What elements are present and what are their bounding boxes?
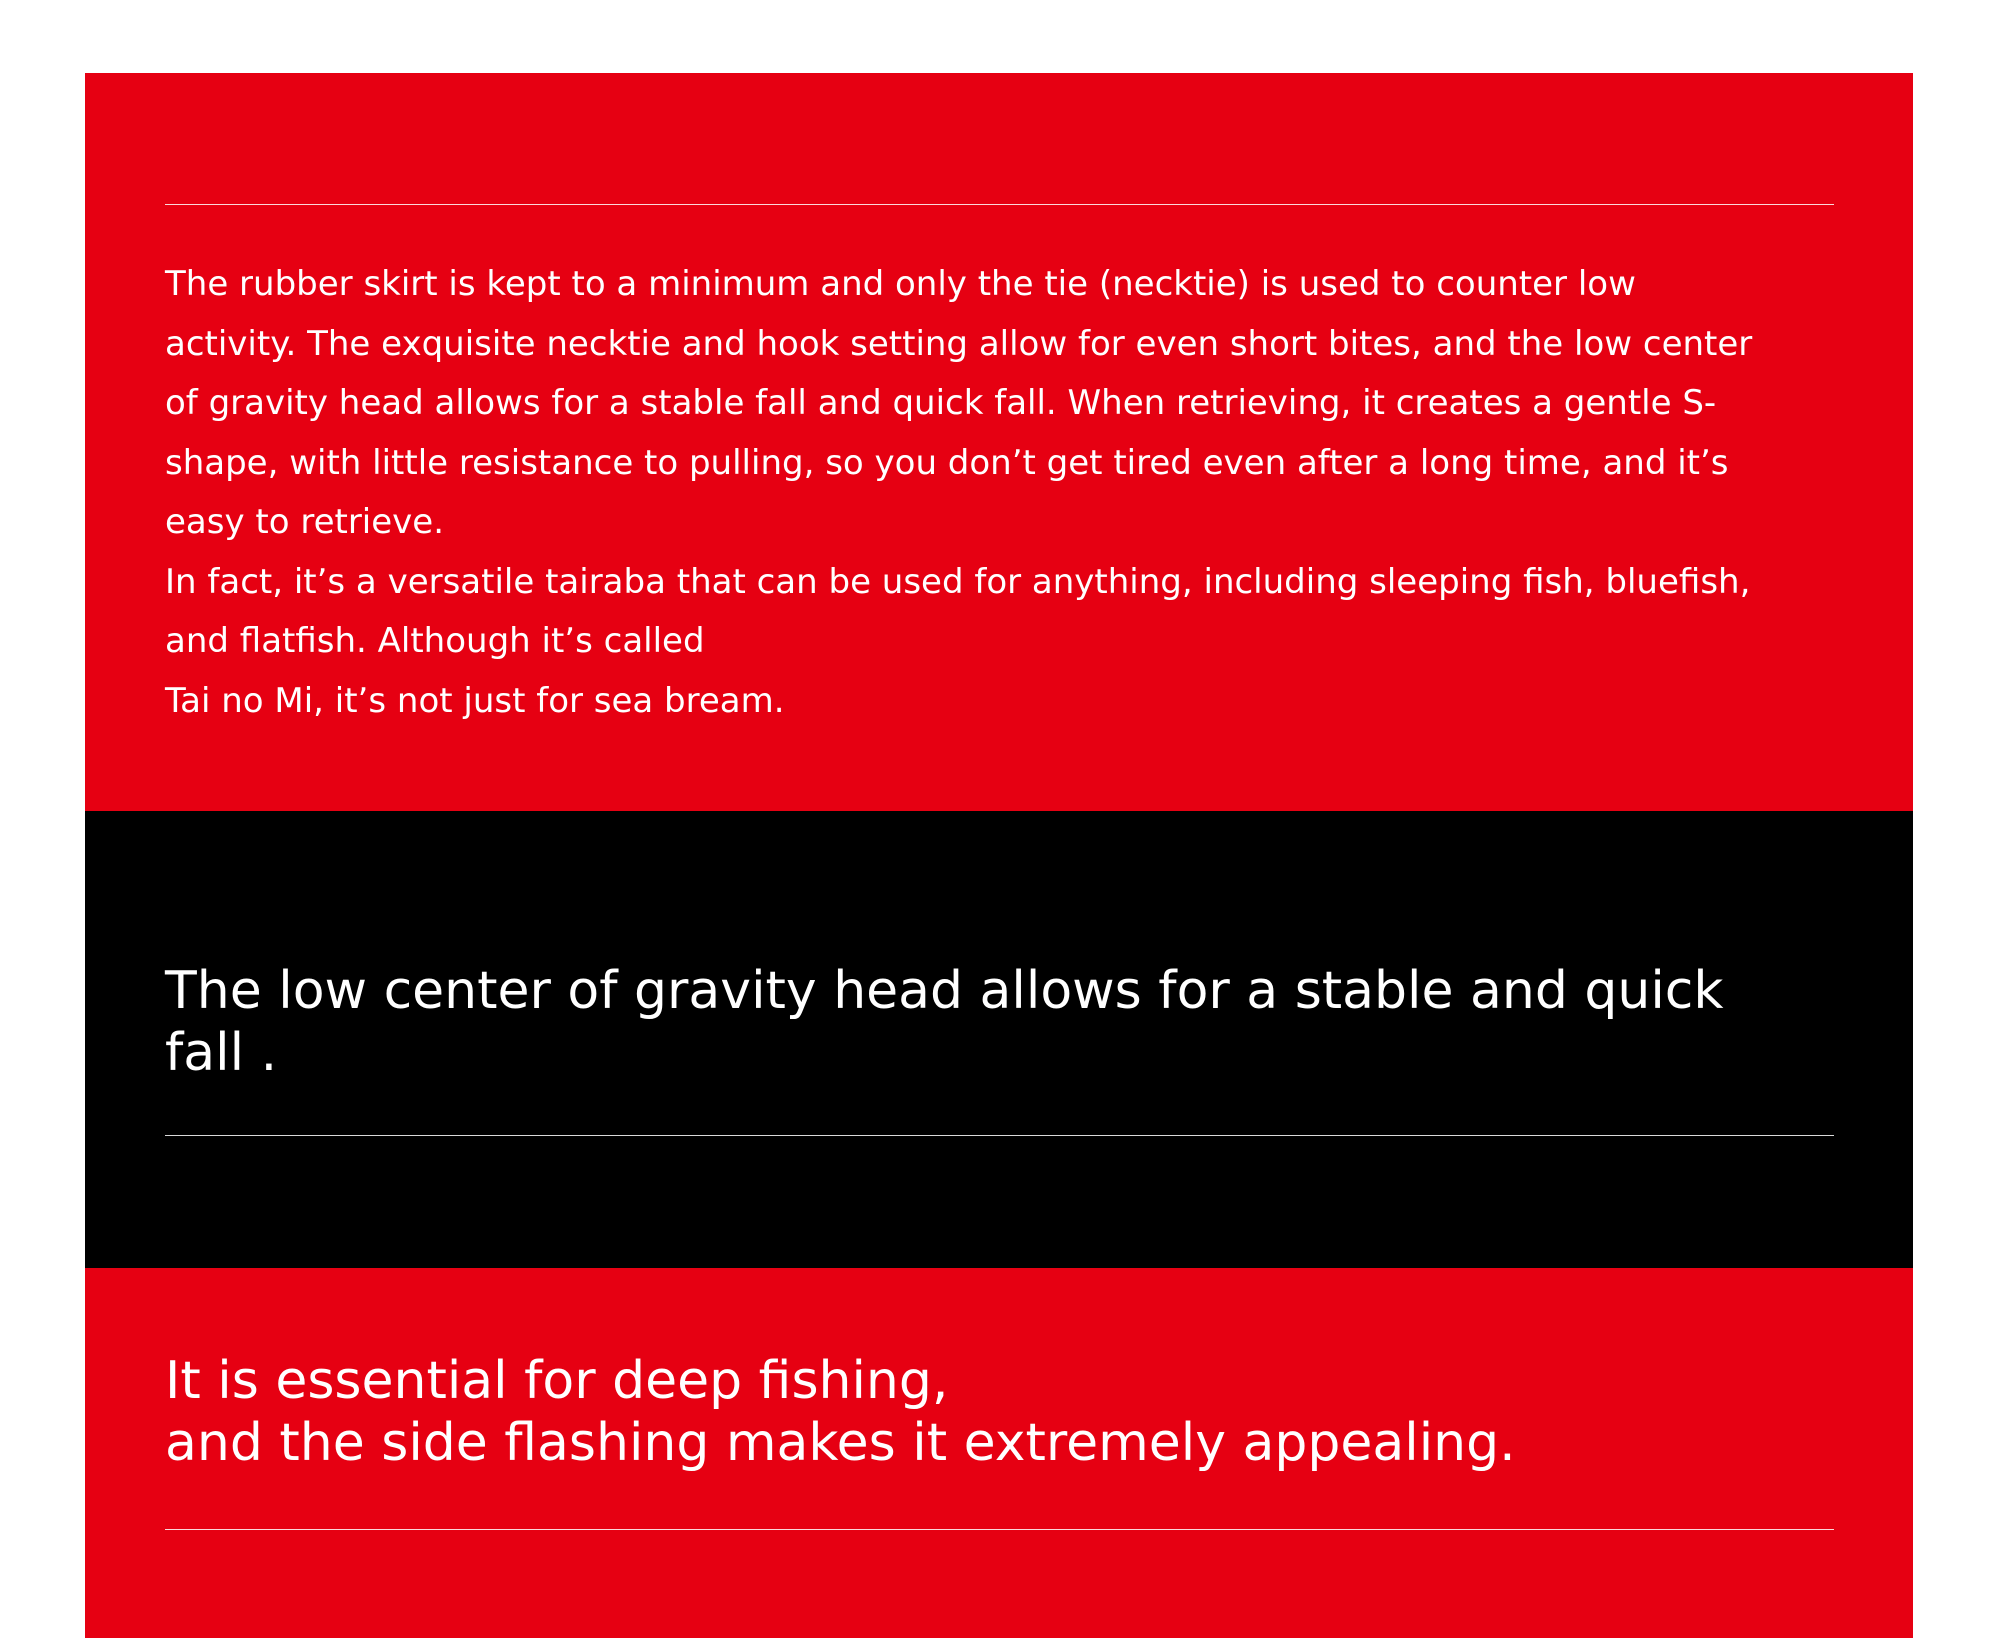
deep-fishing-panel [85,1268,1913,1638]
intro-body-text [165,255,1865,731]
intro-paragraph-2: In fact, it’s a versatile tairaba that can be used for anything, including sleeping fish, bluefish, and flatfish. Although it’s called [165,561,1751,661]
intro-paragraph-1: The rubber skirt is kept to a minimum and only the tie (necktie) is used to counter low activity. The exquisite necktie and hook setting allow for even short bites, and the low center of gravity head allows for a stable fall and quick fall. When retrieving, it creates a gentle S- shape, with little resistance to pulling, so you don’t get tired even after a long time, and it’s easy to retrieve. [165,264,1753,542]
fall-feature-divider [165,1135,1834,1136]
top-divider [165,204,1834,205]
fall-feature-panel [85,811,1913,1268]
intro-paragraph-3: Tai no Mi, it’s not just for sea bream. [165,680,785,721]
fall-feature-heading: The low center of gravity head allows for a stable and quick fall . [165,961,1724,1083]
intro-panel [85,73,1913,811]
deep-fishing-heading: It is essential for deep fishing, and the side flashing makes it extremely appealing. [165,1351,1516,1473]
deep-fishing-divider [165,1529,1834,1530]
